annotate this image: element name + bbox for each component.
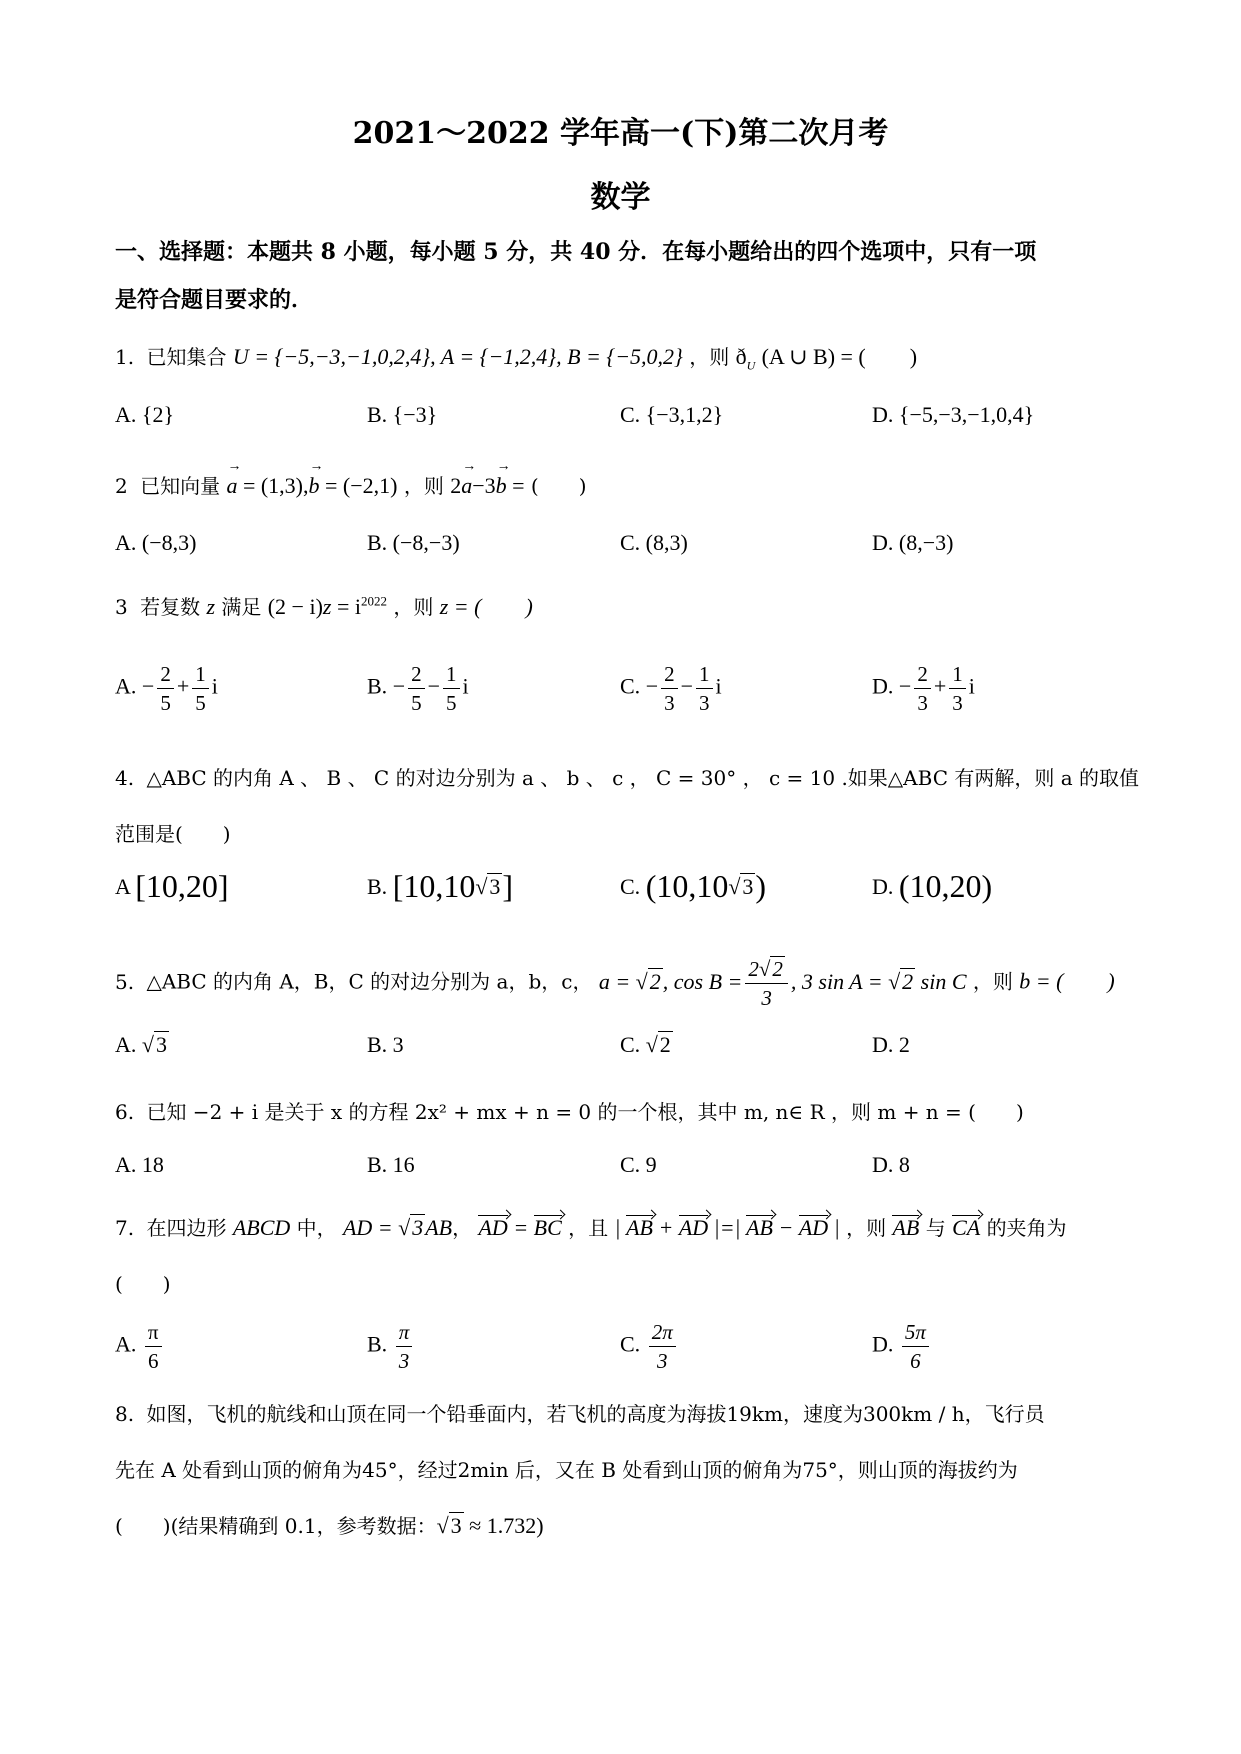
sqrt: √2 <box>635 968 661 994</box>
option-a[interactable]: A. (−8,3) <box>115 530 197 555</box>
complement-subscript: U <box>746 358 756 373</box>
numerator: π <box>396 1318 413 1347</box>
sqrt: √3 <box>436 1513 462 1538</box>
expr-eq: = <box>506 473 525 498</box>
option-a[interactable] <box>115 1318 165 1375</box>
sqrt: √3 <box>728 874 754 899</box>
exam-title: 2021～2022 学年高一(下)第二次月考 <box>352 116 889 151</box>
question-number: 8. <box>115 1402 135 1426</box>
option-b[interactable]: B. {−3} <box>367 402 438 427</box>
vector-a-value: = (1,3), <box>237 473 309 498</box>
option-b[interactable]: B. 3 <box>367 1032 404 1057</box>
radicand: 3 <box>489 874 501 899</box>
option-c[interactable] <box>620 660 722 717</box>
question-8 <box>115 1398 1145 1427</box>
numerator: 1 <box>443 660 460 689</box>
imaginary-unit: i <box>968 673 975 699</box>
question-5 <box>115 955 1145 1012</box>
quadrilateral-name: ABCD <box>232 1215 291 1240</box>
option-d[interactable] <box>872 660 975 717</box>
numerator: 1 <box>949 660 966 689</box>
option-label: A. <box>115 1331 137 1357</box>
sign: − <box>392 673 406 699</box>
operator: − <box>680 673 694 699</box>
question-number: 6. <box>115 1100 135 1124</box>
option-d[interactable] <box>872 1318 932 1375</box>
expr-ad: AD = <box>342 1215 399 1240</box>
options-q6 <box>115 1152 1145 1192</box>
question-text: ，则 <box>972 969 1013 994</box>
interval-value: [10,10 <box>392 868 476 904</box>
fraction <box>661 660 678 717</box>
fraction <box>902 1318 929 1375</box>
fraction <box>192 660 209 717</box>
option-c[interactable] <box>620 1032 673 1058</box>
question-text: 在四边形 <box>146 1216 227 1240</box>
question-text: ，则 <box>393 595 434 619</box>
question-8-line3 <box>115 1510 1145 1539</box>
expr-sin: , 3 sin A = <box>790 968 889 994</box>
expr-eq: = i <box>331 594 361 619</box>
question-7: 7. 在四边形 ABCD 中， AD = √3AB， AD = BC ，且 | AB + AD |=| AB − AD | ，则 AB 与 CA 的夹角为 <box>115 1215 1067 1240</box>
vector-bc: BC <box>533 1215 562 1240</box>
question-number: 4. <box>115 766 135 790</box>
interval-close: ] <box>502 868 514 904</box>
sign: − <box>141 673 155 699</box>
denominator: 3 <box>656 1349 668 1373</box>
complement-symbol <box>735 344 756 373</box>
vector-b-value: = (−2,1) <box>319 473 398 498</box>
option-label: B. <box>367 1331 388 1357</box>
numerator: 2 <box>408 660 425 689</box>
vector-ad: AD <box>798 1215 829 1240</box>
vector-ab: AB <box>626 1215 653 1240</box>
denominator: 3 <box>761 986 772 1010</box>
option-label: D. <box>872 673 894 699</box>
numerator: 1 <box>696 660 713 689</box>
question-number: 5. <box>115 969 135 994</box>
vector-ad: AD <box>678 1215 709 1240</box>
question-text: ，则 <box>403 474 444 498</box>
question-text: ≈ 1.732) <box>463 1513 544 1538</box>
option-d[interactable] <box>872 868 992 905</box>
option-d[interactable]: D. 8 <box>872 1152 910 1177</box>
option-label: D. <box>872 874 894 899</box>
expr-a: a = <box>598 968 636 994</box>
option-label: A <box>115 874 130 899</box>
radicand: 3 <box>742 874 754 899</box>
option-a[interactable] <box>115 1032 169 1058</box>
question-text: ，且 <box>568 1216 609 1240</box>
option-c[interactable] <box>620 868 766 905</box>
expr-coef: 2 <box>450 473 462 498</box>
var-z: z <box>322 594 332 619</box>
vector-ab: AB <box>892 1215 920 1240</box>
fraction <box>145 1318 162 1375</box>
imaginary-unit: i <box>715 673 722 699</box>
denominator: 5 <box>446 691 457 715</box>
question-text: 已知 −2 + i 是关于 x 的方程 2x² + mx + n = 0 的一个根，其中 m, n∈ R ，则 m + n = ( ) <box>146 1100 1024 1124</box>
question-text: ，则 <box>689 345 730 369</box>
option-a[interactable]: A. {2} <box>115 402 175 427</box>
option-c[interactable]: C. 9 <box>620 1152 657 1177</box>
question-text: 已知向量 <box>140 474 221 498</box>
option-b[interactable] <box>367 1318 415 1375</box>
option-a[interactable] <box>115 660 218 717</box>
sqrt: √3 <box>475 874 501 899</box>
radicand: 3 <box>412 1215 424 1240</box>
numerator: 5π <box>902 1318 929 1347</box>
operator: − <box>427 673 441 699</box>
question-expression: (A ∪ B) = ( ) <box>761 344 918 369</box>
expr-coef: −3 <box>472 473 496 498</box>
question-number: 3 <box>115 595 128 619</box>
numerator: 2 <box>914 660 931 689</box>
question-1 <box>115 340 1145 373</box>
option-c[interactable]: C. (8,3) <box>620 530 688 555</box>
question-expression: z = ( ) <box>439 594 533 619</box>
question-number: 7. <box>115 1216 135 1240</box>
exam-subject: 数学 <box>590 180 651 215</box>
denominator: 3 <box>917 691 928 715</box>
vector-a: → a <box>461 473 472 499</box>
question-expression: b = ( ) <box>1019 968 1115 994</box>
sign: − <box>645 673 659 699</box>
option-label: A. <box>115 1032 137 1057</box>
numerator: 2 <box>661 660 678 689</box>
section-heading-line2: 是符合题目要求的． <box>115 287 314 313</box>
question-number: 1. <box>115 345 135 369</box>
sqrt: √2 <box>888 968 914 994</box>
radicand: 3 <box>155 1032 167 1057</box>
option-c[interactable] <box>620 1318 679 1375</box>
operator: + <box>176 673 190 699</box>
option-label: C. <box>620 1032 641 1057</box>
expr-sin-c: sin C <box>915 968 967 994</box>
options-q4 <box>115 868 1145 908</box>
vector-b: → b <box>309 473 320 499</box>
denominator: 6 <box>910 1349 921 1373</box>
option-label: C. <box>620 874 641 899</box>
options-q7 <box>115 1318 1145 1378</box>
vector-ab: AB <box>746 1215 773 1240</box>
denominator: 3 <box>952 691 963 715</box>
exponent: 2022 <box>361 593 387 609</box>
option-b[interactable]: B. 16 <box>367 1152 415 1177</box>
interval-value: (10,20) <box>898 868 993 904</box>
vector-b: → b <box>496 473 507 499</box>
question-text: △ABC 的内角 A，B，C 的对边分别为 a，b，c， <box>146 969 593 994</box>
expr-ab: AB <box>425 1215 453 1240</box>
sqrt: √2 <box>645 1032 671 1057</box>
radicand: 2 <box>659 1032 671 1057</box>
fraction <box>914 660 931 717</box>
coefficient: 2 <box>748 957 759 981</box>
options-q5 <box>115 1032 1145 1072</box>
question-text: 已知集合 <box>146 345 227 369</box>
sign: − <box>898 673 912 699</box>
option-d[interactable]: D. {−5,−3,−1,0,4} <box>872 402 1035 427</box>
set-definitions: U = {−5,−3,−1,0,2,4}, A = {−1,2,4}, B = {−5,0,2} <box>232 344 683 369</box>
numerator: 2 <box>157 660 174 689</box>
fraction <box>443 660 460 717</box>
numerator: 1 <box>192 660 209 689</box>
denominator: 5 <box>160 691 171 715</box>
question-4 <box>115 762 1145 791</box>
radicand: 3 <box>450 1513 462 1538</box>
question-number: 2 <box>115 474 128 498</box>
sqrt: √3 <box>398 1215 424 1240</box>
section-heading-line1: 一、选择题：本题共 8 小题，每小题 5 分，共 40 分．在每小题给出的四个选项中，只有一项 <box>115 239 1037 265</box>
denominator: 3 <box>664 691 675 715</box>
question-text: 中， <box>296 1216 337 1240</box>
radicand: 2 <box>649 968 661 994</box>
question-8-line2: 先在 A 处看到山顶的俯角为45°，经过2min 后，又在 B 处看到山顶的俯角为75°，则山顶的海拔约为 <box>115 1458 1018 1482</box>
fraction <box>649 1318 676 1375</box>
option-d[interactable]: D. (8,−3) <box>872 530 954 555</box>
denominator: 3 <box>398 1349 410 1373</box>
option-label: C. <box>620 1331 641 1357</box>
vector-ca: CA <box>952 1215 981 1240</box>
question-text: ( )(结果精确到 0.1，参考数据： <box>115 1514 437 1538</box>
complement-glyph: ð <box>735 344 747 369</box>
interval-value: (10,10 <box>645 868 729 904</box>
expr-cos: , cos B = <box>662 968 743 994</box>
fraction <box>408 660 425 717</box>
option-label: B. <box>367 874 388 899</box>
question-text: △ABC 的内角 A 、 B 、 C 的对边分别为 a 、 b 、 c ， C = 30° ， c = 10 .如果△ABC 有两解，则 a 的取值 <box>146 766 1139 790</box>
denominator: 3 <box>699 691 710 715</box>
numerator: 2π <box>649 1318 676 1347</box>
question-text: 与 <box>925 1216 946 1240</box>
option-label: D. <box>872 1331 894 1357</box>
question-4-line2: 范围是( ) <box>115 822 231 846</box>
answer-paren: ( ) <box>530 474 587 498</box>
var-z: z <box>206 594 216 619</box>
question-text: 若复数 <box>140 595 201 619</box>
question-text: 满足 <box>221 595 262 619</box>
option-label: C. <box>620 673 641 699</box>
operator: + <box>933 673 947 699</box>
question-6 <box>115 1096 1145 1125</box>
interval-close: ) <box>755 868 767 904</box>
sqrt: √2 <box>758 957 783 981</box>
radicand: 2 <box>902 968 914 994</box>
option-a[interactable] <box>115 868 229 905</box>
question-2 <box>115 470 1145 499</box>
expr-paren: (2 − i) <box>267 594 323 619</box>
denominator: 6 <box>147 1349 159 1373</box>
interval-value: [10,20] <box>135 868 229 904</box>
options-q1 <box>115 402 1145 442</box>
fraction <box>396 1318 413 1375</box>
radicand: 2 <box>772 957 783 981</box>
fraction <box>157 660 174 717</box>
fraction <box>745 955 788 1012</box>
section-heading <box>115 228 1135 324</box>
question-text: ，则 <box>846 1216 887 1240</box>
option-a[interactable]: A. 18 <box>115 1152 164 1177</box>
numerator: π <box>145 1318 162 1347</box>
question-3 <box>115 590 1145 621</box>
option-c[interactable]: C. {−3,1,2} <box>620 402 724 427</box>
vector-a: → a <box>226 473 237 499</box>
imaginary-unit: i <box>211 673 218 699</box>
question-text: 如图，飞机的航线和山顶在同一个铅垂面内，若飞机的高度为海拔19km，速度为300km / h，飞行员 <box>146 1402 1045 1426</box>
question-7-line2: ( ) <box>115 1272 171 1296</box>
option-b[interactable] <box>367 868 513 905</box>
options-q3 <box>115 660 1145 720</box>
denominator: 5 <box>411 691 422 715</box>
imaginary-unit: i <box>462 673 469 699</box>
option-label: B. <box>367 673 388 699</box>
option-label: A. <box>115 673 137 699</box>
option-b[interactable] <box>367 660 469 717</box>
options-q2 <box>115 530 1145 570</box>
question-text: 的夹角为 <box>986 1216 1067 1240</box>
denominator: 5 <box>195 691 206 715</box>
option-d[interactable]: D. 2 <box>872 1032 910 1057</box>
vector-ad: AD <box>478 1215 508 1240</box>
sqrt: √3 <box>141 1032 167 1057</box>
option-b[interactable]: B. (−8,−3) <box>367 530 460 555</box>
fraction <box>696 660 713 717</box>
numerator <box>745 955 788 984</box>
fraction <box>949 660 966 717</box>
